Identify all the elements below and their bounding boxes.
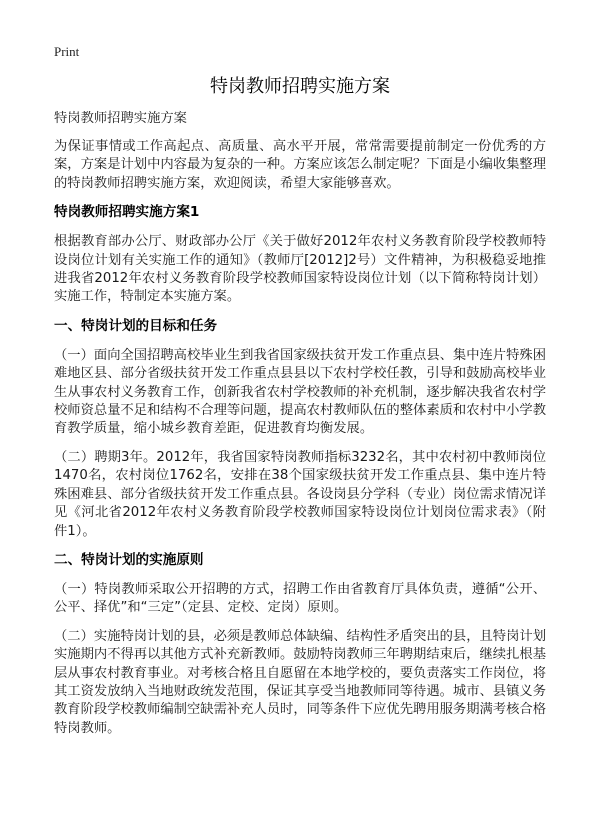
- section1-paragraph: 根据教育部办公厅、财政部办公厅《关于做好2012年农村义务教育阶段学校教师特设岗位计划有关实施工作的通知》（教师厅[2012]2号）文件精神，为积极稳妥地推进我省2012年农村义务教育阶段学校教师国家特设岗位计划（以下简称特岗计划）实施工作，特制定本实施方案。: [54, 234, 546, 305]
- document-title: 特岗教师招聘实施方案: [210, 76, 390, 97]
- print-link[interactable]: Print: [54, 44, 80, 59]
- section-heading-principles: 二、特岗计划的实施原则: [54, 551, 204, 568]
- document-page: [54, 44, 546, 748]
- intro-paragraph: 为保证事情或工作高起点、高质量、高水平开展，常常需要提前制定一份优秀的方案，方案是计划中内容最为复杂的一种。方案应该怎么制定呢？下面是小编收集整理的特岗教师招聘实施方案，欢迎阅读，希望大家能够喜欢。: [54, 139, 546, 191]
- document-subtitle: 特岗教师招聘实施方案: [54, 111, 187, 126]
- section-heading-plan-1: 特岗教师招聘实施方案1: [54, 204, 200, 221]
- goals-paragraph-1: （一）面向全国招聘高校毕业生到我省国家级扶贫开发工作重点县、集中连片特殊困难地区县、部分省级扶贫开发工作重点县县以下农村学校任教，引导和鼓励高校毕业生从事农村义务教育工作，创新我省农村学校教师的补充机制，逐步解决我省农村学校师资总量不足和结构不合理等问题，提高农村教师队伍的整体素质和农村中小学教育教学质量，缩小城乡教育差距，促进教育均衡发展。: [54, 347, 546, 437]
- principles-paragraph-2: （二）实施特岗计划的县，必须是教师总体缺编、结构性矛盾突出的县，且特岗计划实施期内不得再以其他方式补充新教师。鼓励特岗教师三年聘期结束后，继续扎根基层从事农村教育事业。对考核合格且自愿留在本地学校的，要负责落实工作岗位，将其工资发放纳入当地财政统发范围，保证其享受当地教师同等待遇。城市、县镇义务教育阶段学校教师编制空缺需补充人员时，同等条件下应优先聘用服务期满考核合格特岗教师。: [54, 628, 546, 736]
- principles-paragraph-1: （一）特岗教师采取公开招聘的方式，招聘工作由省教育厅具体负责，遵循“公开、公平、择优”和“三定”（定县、定校、定岗）原则。: [54, 581, 546, 616]
- goals-paragraph-2: （二）聘期3年。2012年，我省国家特岗教师指标3232名，其中农村初中教师岗位1470名，农村岗位1762名，安排在38个国家级扶贫开发工作重点县、集中连片特殊困难县、部分省级扶贫开发工作重点县。各设岗县分学科（专业）岗位需求情况详见《河北省2012年农村义务教育阶段学校教师国家特设岗位计划岗位需求表》（附件1）。: [54, 449, 546, 539]
- section-heading-goals: 一、特岗计划的目标和任务: [54, 317, 218, 334]
